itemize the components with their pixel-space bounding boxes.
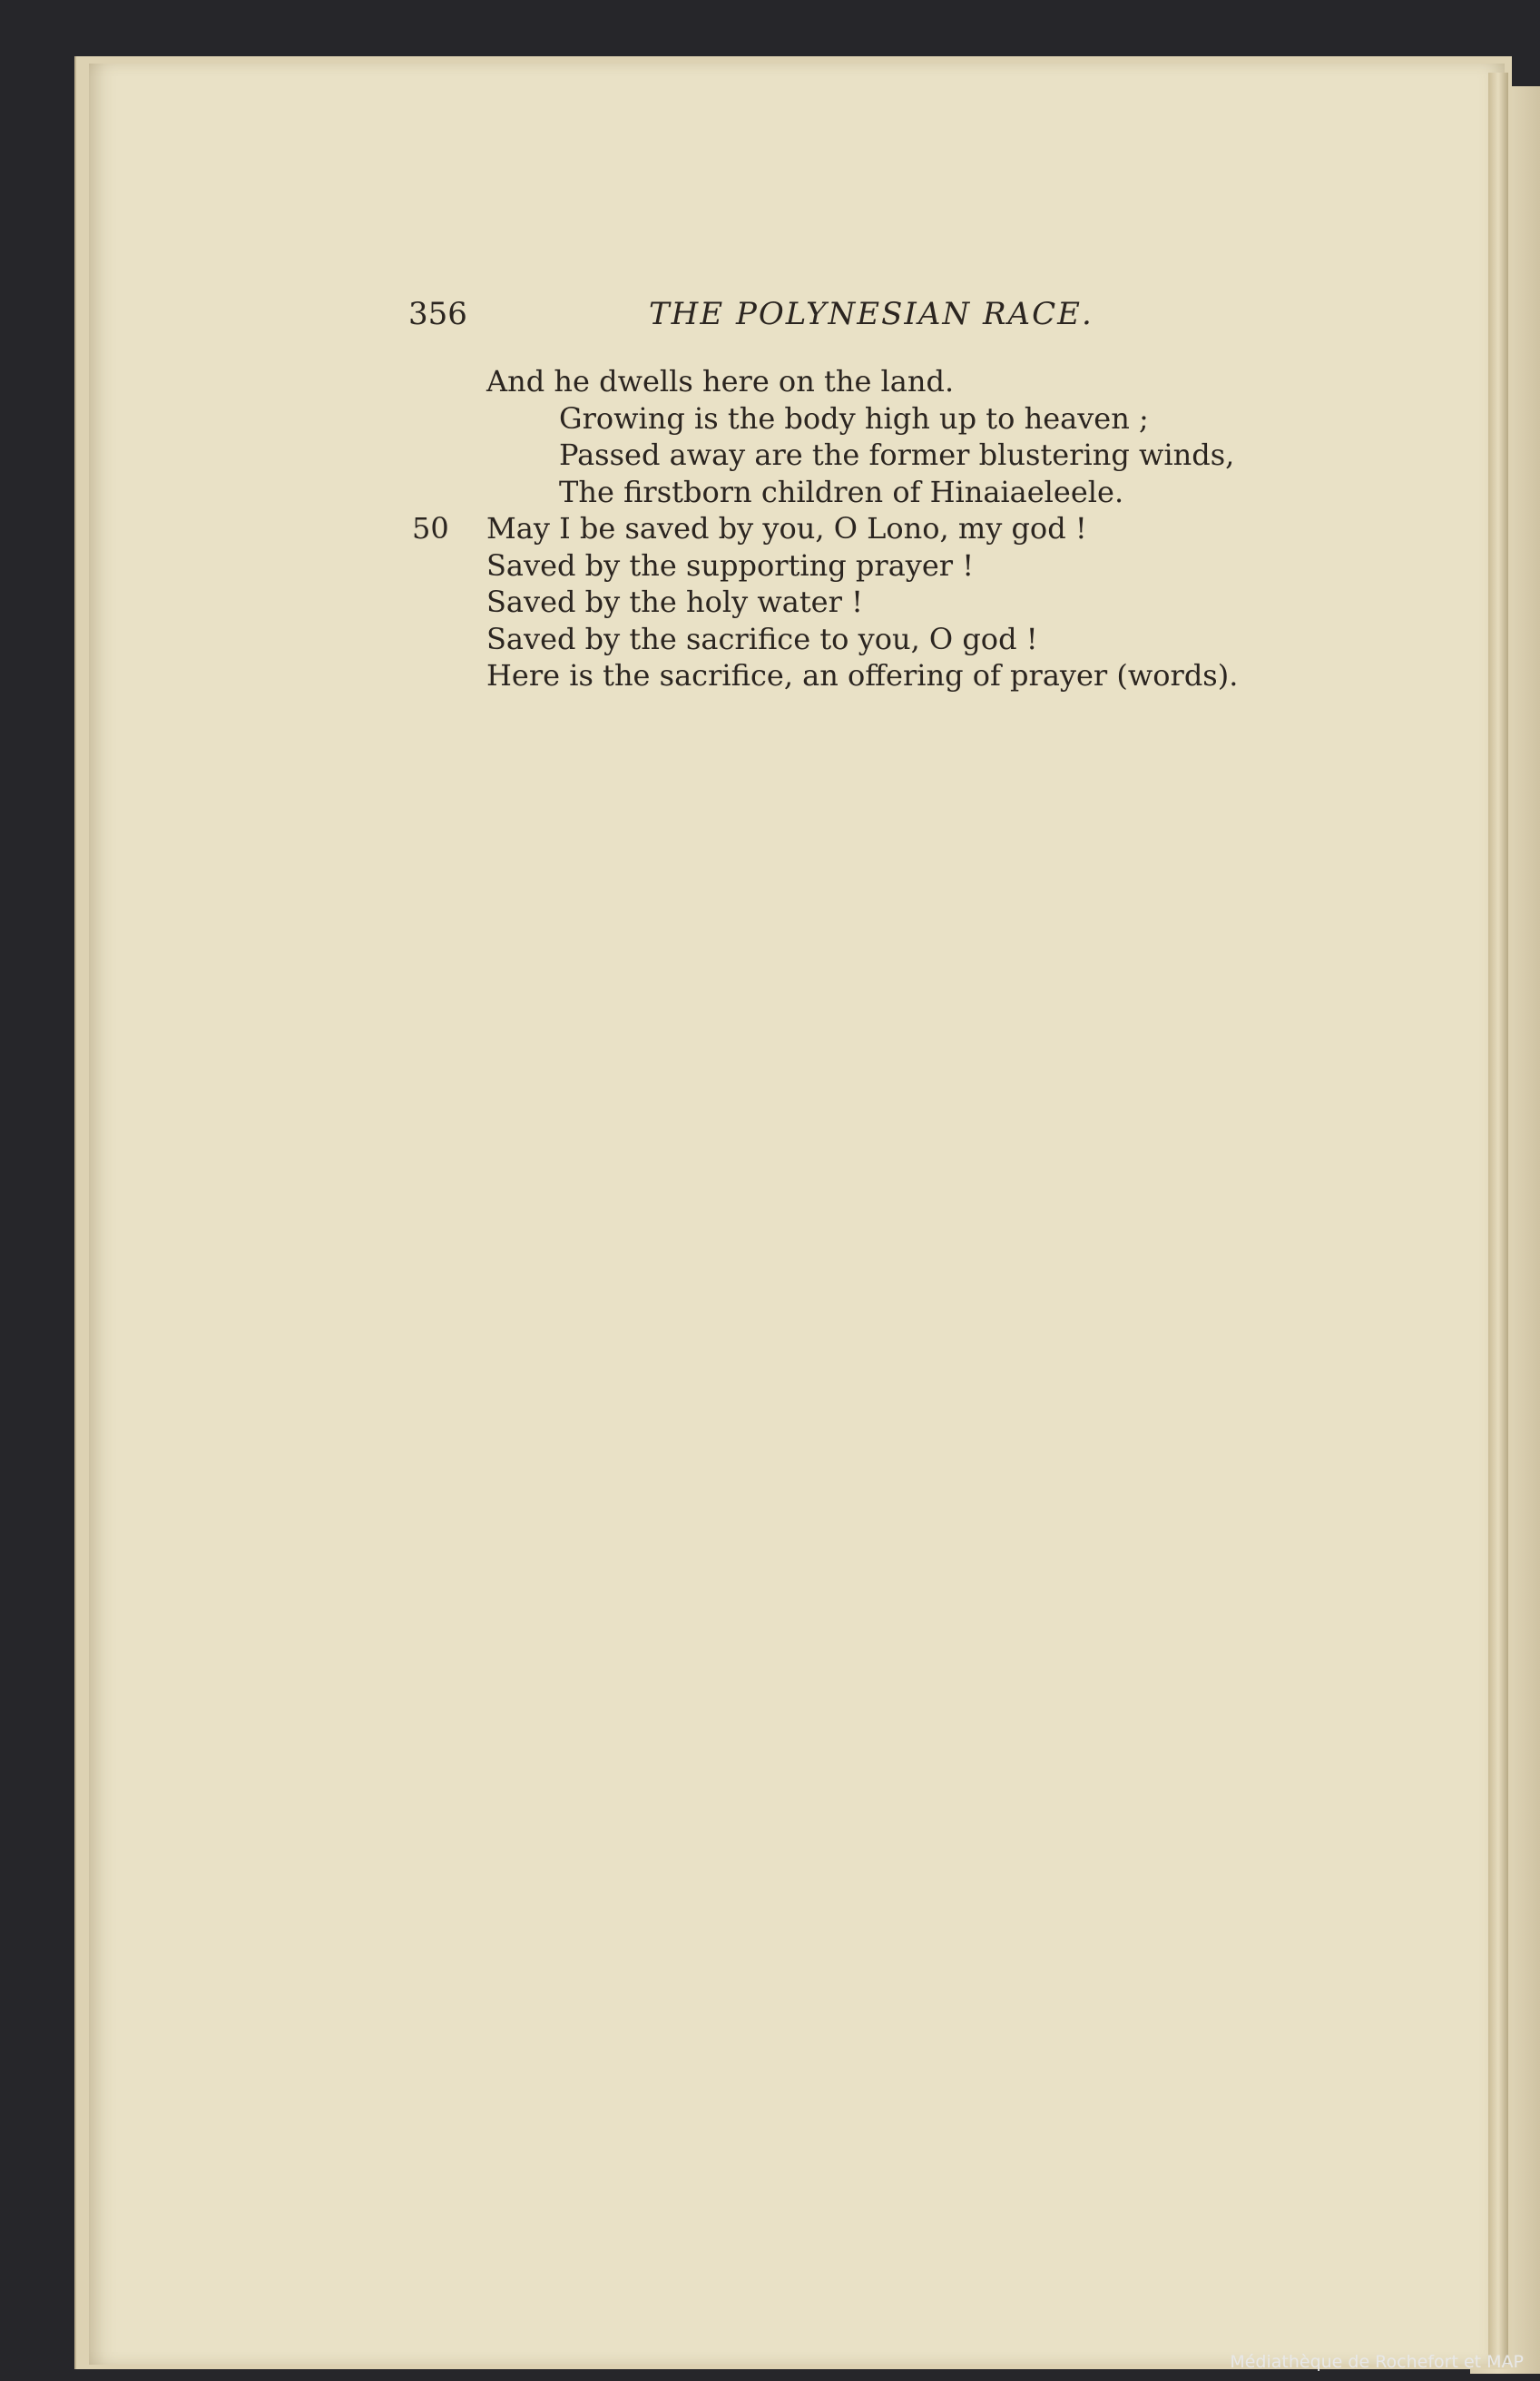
- verse-text: Here is the sacrifice, an offering of prayer (words).: [486, 658, 1239, 693]
- verse-line: [408, 400, 1316, 438]
- page-gutter: [1488, 73, 1508, 2365]
- line-number: 50: [412, 511, 449, 546]
- verse-text: And he dwells here on the land.: [486, 364, 955, 398]
- verse-line: [408, 657, 1316, 694]
- verse-text: Saved by the holy water !: [486, 585, 863, 619]
- verse-line: [408, 474, 1316, 511]
- verse-line: [408, 363, 1316, 400]
- verse-line: [408, 437, 1316, 474]
- verse-line: [408, 584, 1316, 621]
- verse-text: May I be saved by you, O Lono, my god !: [486, 511, 1087, 546]
- verse-text: Passed away are the former blustering winds,: [559, 438, 1235, 472]
- verse-block: [408, 363, 1316, 694]
- page-header: [408, 296, 1143, 341]
- verse-text: Growing is the body high up to heaven ;: [559, 400, 1149, 436]
- verse-text: Saved by the supporting prayer !: [486, 547, 975, 583]
- verse-text: The firstborn children of Hinaiaeleele.: [559, 474, 1124, 509]
- verse-text: Saved by the sacrifice to you, O god !: [486, 621, 1038, 656]
- page-number: 356: [408, 296, 467, 332]
- verse-line: [408, 547, 1316, 585]
- running-head: THE POLYNESIAN RACE.: [649, 296, 1094, 332]
- image-credit: Médiathèque de Rochefort et MAP: [1230, 2352, 1524, 2372]
- verse-line: [408, 510, 1316, 547]
- verse-line: [408, 621, 1316, 658]
